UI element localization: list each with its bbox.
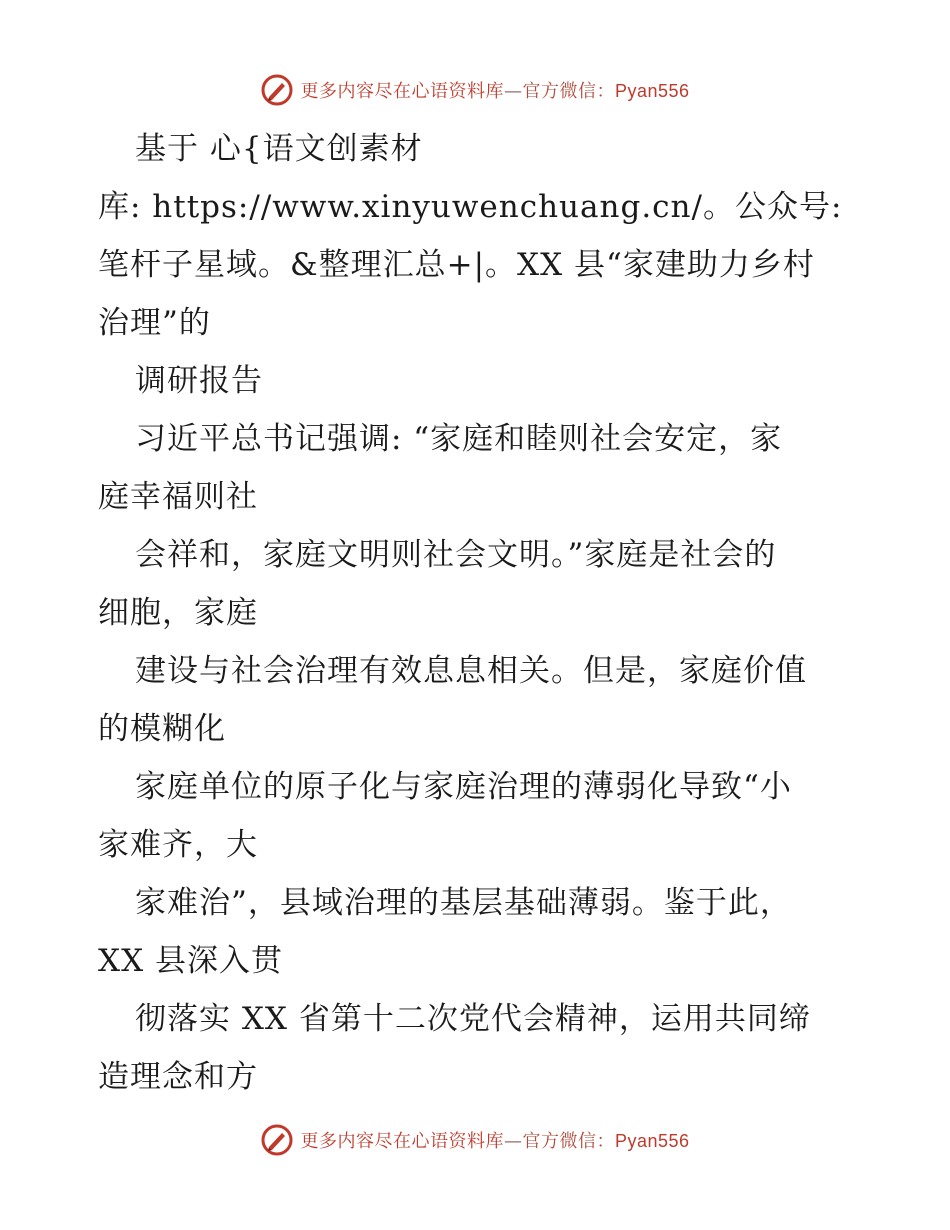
text-line: 建设与社会治理有效息息相关。但是，家庭价值	[135, 653, 807, 689]
text-line: 习近平总书记强调: “家庭和睦则社会安定，家	[135, 421, 783, 457]
text-line: 细胞，家庭	[98, 595, 258, 631]
pen-logo-icon	[260, 73, 294, 107]
document-title: 调研报告	[135, 363, 263, 399]
text-line: 的模糊化	[98, 711, 226, 747]
footer-banner-text: 更多内容尽在心语资料库—官方微信：Pyan556	[300, 1131, 690, 1152]
pen-logo-icon	[260, 1123, 294, 1157]
text-line: 家难治”，县域治理的基层基础薄弱。鉴于此，	[135, 885, 792, 921]
text-line: 彻落实 XX 省第十二次党代会精神，运用共同缔	[135, 1001, 811, 1037]
text-line: XX 县深入贯	[98, 943, 283, 979]
text-line: 基于 心{语文创素材	[135, 131, 423, 167]
text-line: 会祥和，家庭文明则社会文明。”家庭是社会的	[135, 537, 777, 573]
text-line: 笔杆子星域。&整理汇总+|。XX 县“家建助力乡村	[98, 247, 815, 283]
text-line: 库: https://www.xinyuwenchuang.cn/。公众号:	[98, 189, 843, 225]
text-line: 造理念和方	[98, 1059, 258, 1095]
document-body	[98, 120, 858, 1106]
header-banner-text: 更多内容尽在心语资料库—官方微信：Pyan556	[300, 81, 690, 102]
header-banner	[0, 70, 950, 110]
text-line: 家难齐，大	[98, 827, 258, 863]
text-line: 庭幸福则社	[98, 479, 258, 515]
text-line: 家庭单位的原子化与家庭治理的薄弱化导致“小	[135, 769, 792, 805]
text-line: 治理”的	[98, 305, 211, 341]
footer-banner	[0, 1120, 950, 1160]
